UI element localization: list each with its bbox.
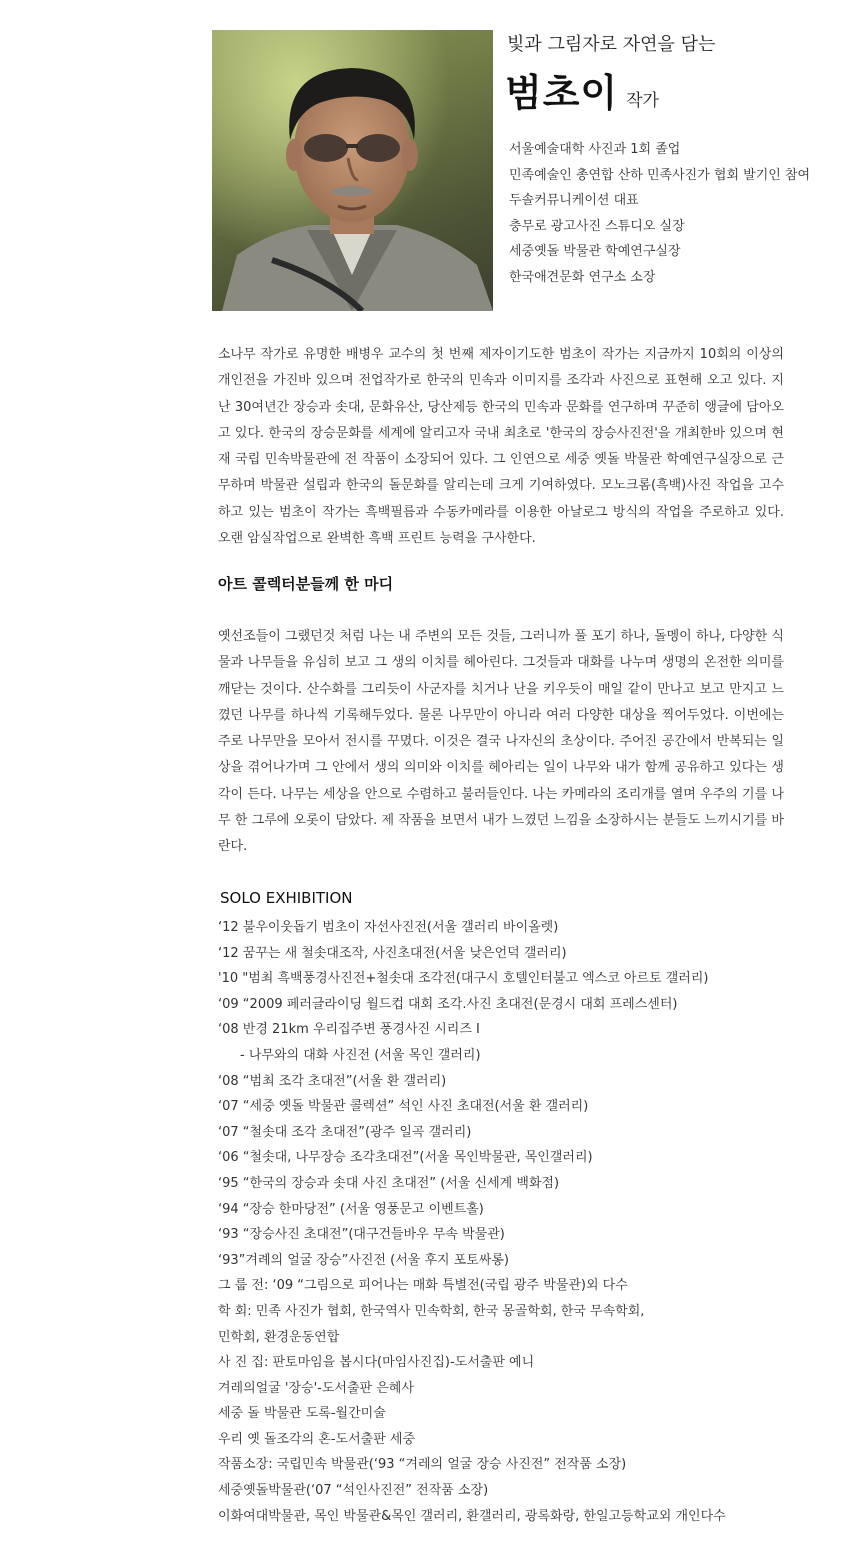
- exhibition-item: ‘94 “장승 한마당전” (서울 영풍문고 이벤트홀): [218, 1201, 484, 1217]
- exhibition-item: ‘08 “범최 조각 초대전”(서울 환 갤러리): [218, 1073, 447, 1089]
- exhibition-item: '10 "범최 흑백풍경사진전+철솟대 조각전(대구시 호텔인터불고 엑스코 아르토 갤러리): [218, 971, 709, 987]
- exhibition-item: ‘07 “철솟대 조각 초대전”(광주 일곡 갤러리): [218, 1124, 472, 1140]
- artist-name-row: [505, 62, 659, 117]
- exhibition-item: 민학회, 환경운동연합: [218, 1329, 340, 1345]
- exhibition-item: 세중 돌 박물관 도록-월간미술: [218, 1406, 386, 1422]
- career-list: [509, 137, 854, 291]
- career-item: 충무로 광고사진 스튜디오 실장: [509, 218, 685, 234]
- exhibition-item: 우리 옛 돌조각의 혼-도서출판 세중: [218, 1431, 416, 1447]
- exhibition-item: ‘95 “한국의 장승과 솟대 사진 초대전” (서울 신세계 백화점): [218, 1175, 560, 1191]
- exhibition-item: 작품소장: 국립민속 박물관(‘93 “겨레의 얼굴 장승 사진전” 전작품 소장): [218, 1457, 627, 1473]
- exhibition-item: 세중옛돌박물관(‘07 “석인사진전” 전작품 소장): [218, 1483, 489, 1499]
- exhibition-item: - 나무와의 대화 사진전 (서울 목인 갤러리): [240, 1047, 481, 1063]
- exhibition-item: ‘12 불우이웃돕기 범초이 자선사진전(서울 갤러리 바이올렛): [218, 920, 559, 935]
- career-item: 한국애견문화 연구소 소장: [509, 269, 656, 285]
- exhibition-item: 사 진 집: 판토마임을 봅시다(마임사진집)-도서출판 예니: [218, 1355, 535, 1371]
- career-item: 서울예술대학 사진과 1회 졸업: [509, 142, 681, 157]
- exhibition-item: ‘93 “장승사진 초대전”(대구건들바우 무속 박물관): [218, 1227, 505, 1243]
- exhibition-item: ‘09 “2009 페러글라이딩 월드컵 대회 조각.사진 초대전(문경시 대회 프레스센터): [218, 996, 678, 1012]
- exhibition-item: ‘07 “세중 옛돌 박물관 콜렉션” 석인 사진 초대전(서울 환 갤러리): [218, 1099, 589, 1115]
- artist-portrait: [212, 30, 493, 311]
- career-item: 민족예술인 총연합 산하 민족사진가 협회 발기인 참여: [509, 167, 811, 183]
- collector-message-body: 옛선조들이 그랬던것 처럼 나는 내 주변의 모든 것들, 그러니까 풀 포기 하나, 돌멩이 하나, 다양한 식물과 나무들을 유심히 보고 그 생의 이치를 헤아린다. 그것들과 대화를 나누며 생명의 온전한 의미를 깨닫는 것이다. 산수화를 그리듯이 사군자를 치거나 난을 키우듯이 매일 같이 만나고 보고 만지고 느꼈던 나무를 하나씩 기록해두었다. 물론 나무만이 아니라 여러 다양한 대상을 찍어두었다. 이번에는 주로 나무만을 모아서 전시를 꾸몄다. 이것은 결국 나자신의 초상이다. 주어진 공간에서 반복되는 일상을 겪어나가며 그 안에서 생의 의미와 이치를 헤아리는 일이 나무와 내가 함께 공유하고 있다는 생각이 든다. 나무는 세상을 안으로 수렴하고 불러들인다. 나는 카메라의 조리개를 열며 우주의 기를 나무 한 그루에 오롯이 담았다. 제 작품을 보면서 내가 느꼈던 느낌을 소장하시는 분들도 느끼시기를 바란다.: [218, 629, 784, 855]
- career-item: 두솔커뮤니케이션 대표: [509, 193, 639, 209]
- artist-title-suffix: 작가: [626, 91, 659, 111]
- solo-exhibition-title: SOLO EXHIBITION: [220, 889, 353, 907]
- artist-introduction: 소나무 작가로 유명한 배병우 교수의 첫 번째 제자이기도한 범초이 작가는 지금까지 10회의 이상의 개인전을 가진바 있으며 전업작가로 한국의 민속과 이미지를 조각과 사진으로 표현해 오고 있다. 지난 30여년간 장승과 솟대, 문화유산, 당산제등 한국의 민속과 문화를 연구하며 꾸준히 앵글에 담아오고 있다. 한국의 장승문화를 세계에 알리고자 국내 최초로 '한국의 장승사진전'을 개최한바 있으며 현재 국립 민속박물관에 전 작품이 소장되어 있다. 그 인연으로 세중 옛돌 박물관 학예연구실장으로 근무하며 박물관 설립과 한국의 돌문화를 알리는데 크게 기여하였다. 모노크롬(흑백)사진 작업을 고수하고 있는 범초이 작가는 흑백필름과 수동카메라를 이용한 아날로그 방식의 작업을 주로하고 있다. 오랜 암실작업으로 완벽한 흑백 프린트 능력을 구사한다.: [218, 347, 784, 547]
- exhibition-item: ‘08 반경 21km 우리집주변 풍경사진 시리즈 Ⅰ: [218, 1022, 480, 1038]
- solo-exhibition-list: [218, 915, 838, 1529]
- exhibition-item: 학 회: 민족 사진가 협회, 한국역사 민속학회, 한국 몽골학회, 한국 무속학회,: [218, 1303, 645, 1319]
- collector-message-heading: 아트 콜렉터분들께 한 마디: [218, 575, 394, 593]
- exhibition-item: ‘12 꿈꾸는 새 철솟대조작, 사진초대전(서울 낮은언덕 갤러리): [218, 945, 567, 961]
- exhibition-item: ‘93”겨례의 얼굴 장승”사진전 (서울 후지 포토싸롱): [218, 1252, 509, 1268]
- exhibition-item: 겨레의얼굴 '장승'-도서출판 은혜사: [218, 1380, 414, 1396]
- career-item: 세중옛돌 박물관 학예연구실장: [509, 244, 681, 260]
- exhibition-item: 이화여대박물관, 목인 박물관&목인 갤러리, 환갤러리, 광록화랑, 한일고등학교외 개인다수: [218, 1508, 726, 1524]
- artist-tagline: 빛과 그림자로 자연을 담는: [507, 34, 716, 55]
- exhibition-item: 그 룹 전: ‘09 “그림으로 피어나는 매화 특별전(국립 광주 박물관)외 다수: [218, 1278, 628, 1294]
- exhibition-item: ‘06 “철솟대, 나무장승 조각초대전”(서울 목인박물관, 목인갤러리): [218, 1150, 593, 1166]
- portrait-illustration: [212, 30, 493, 311]
- artist-name: 범초이: [505, 71, 619, 115]
